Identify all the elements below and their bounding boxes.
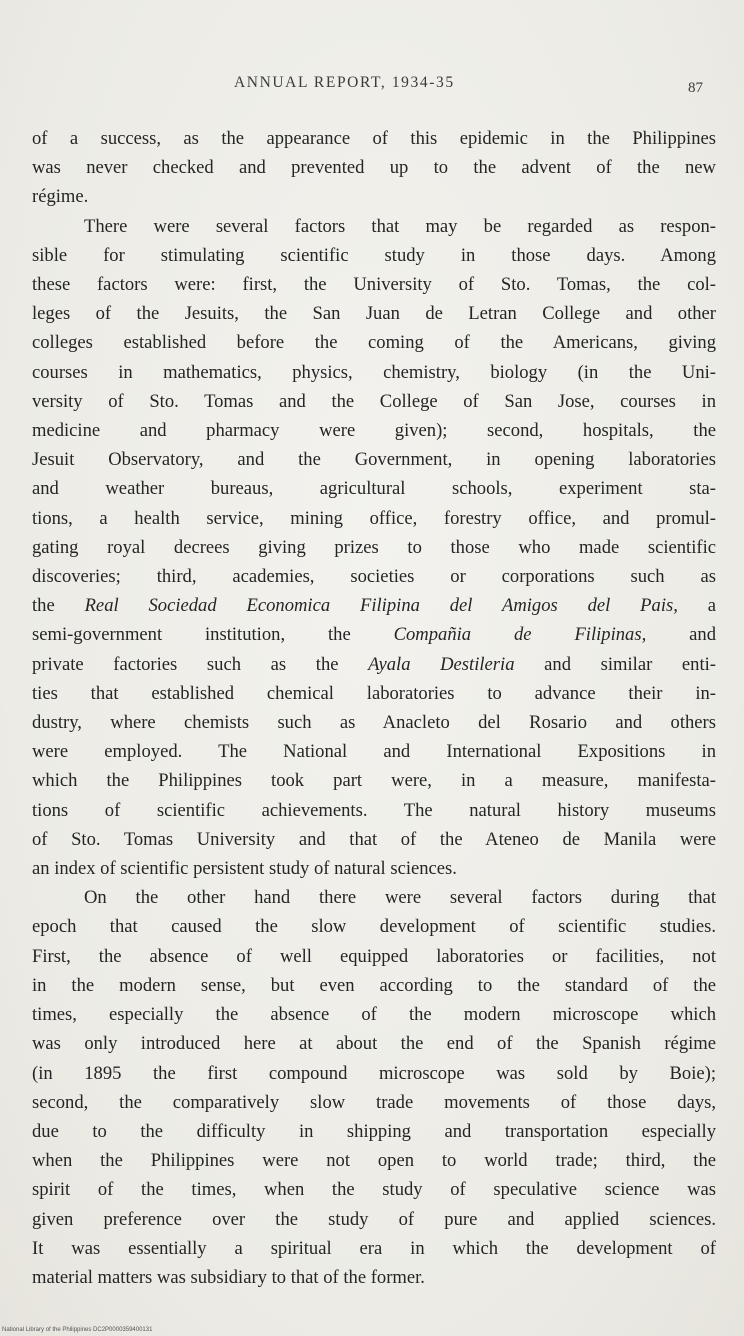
text-line: tions of scientific achievements. The natural history museums [32, 799, 716, 821]
text-line: Jesuit Observatory, and the Government, in opening laboratories [32, 449, 716, 471]
text-line: were employed. The National and International Expositions in [32, 741, 716, 763]
text-line: spirit of the times, when the study of speculative science was [32, 1179, 716, 1201]
text-line: in the modern sense, but even according to the standard of the [32, 974, 716, 996]
text-line: versity of Sto. Tomas and the College of San Jose, courses in [32, 390, 716, 412]
text-line-with-italic [32, 620, 716, 649]
text-line: was only introduced here at about the end of the Spanish régime [32, 1033, 716, 1055]
text-line: (in 1895 the first compound microscope was sold by Boie); [32, 1062, 716, 1084]
text-line: dustry, where chemists such as Anacleto del Rosario and others [32, 712, 716, 734]
text-line: discoveries; third, academies, societies or corporations such as [32, 566, 716, 588]
text-line: colleges established before the coming of the Americans, giving [32, 332, 716, 354]
text-line: second, the comparatively slow trade movements of those days, [32, 1091, 716, 1113]
text-line: medicine and pharmacy were given); second, hospitals, the [32, 420, 716, 442]
text-line: and weather bureaus, agricultural schools, experiment sta- [32, 478, 716, 500]
text-line-with-italic [32, 650, 716, 679]
text-line: of a success, as the appearance of this epidemic in the Philippines [32, 128, 716, 149]
text-line: when the Philippines were not open to world trade; third, the [32, 1150, 716, 1172]
text-line: It was essentially a spiritual era in which the development of [32, 1237, 716, 1259]
body-text [32, 124, 716, 1292]
text-line: was never checked and prevented up to the advent of the new [32, 157, 716, 179]
text-line: these factors were: first, the University of Sto. Tomas, the col- [32, 274, 716, 296]
text-line: First, the absence of well equipped laboratories or facilities, not [32, 945, 716, 967]
text-fragment: and [646, 624, 716, 646]
text-line-with-italic [32, 591, 716, 620]
text-fragment: the [32, 595, 85, 617]
text-line: ties that established chemical laboratories to advance their in- [32, 682, 716, 704]
text-line: On the other hand there were several factors during that [84, 887, 716, 909]
text-line: epoch that caused the slow development of scientific studies. [32, 916, 716, 938]
paragraph-3 [32, 883, 716, 1292]
text-line: of Sto. Tomas University and that of the Ateneo de Manila were [32, 828, 716, 850]
running-head: ANNUAL REPORT, 1934-35 [234, 74, 455, 91]
text-line: which the Philippines took part were, in a measure, manifesta- [32, 770, 716, 792]
italic-name: Ayala Destileria [368, 653, 515, 675]
text-line: leges of the Jesuits, the San Juan de Letran College and other [32, 303, 716, 325]
text-fragment: a [677, 595, 716, 617]
text-line: There were several factors that may be regarded as respon- [84, 215, 716, 237]
paragraph-2 [32, 212, 716, 884]
text-line: an index of scientific persistent study of natural sciences. [32, 858, 457, 880]
text-line: gating royal decrees giving prizes to those who made scientific [32, 536, 716, 558]
italic-name: Compañia de Filipinas, [393, 624, 647, 646]
text-fragment: semi-government institution, the [32, 624, 394, 646]
text-line: régime. [32, 186, 89, 208]
text-line: due to the difficulty in shipping and transportation especially [32, 1120, 716, 1142]
text-line: material matters was subsidiary to that of the former. [32, 1266, 425, 1288]
text-fragment: private factories such as the [32, 653, 369, 675]
text-fragment: and similar enti- [514, 653, 716, 675]
italic-name: Real Sociedad Economica Filipina del Amigos del Pais, [84, 595, 678, 617]
paragraph-1 [32, 124, 716, 212]
text-line: sible for stimulating scientific study in those days. Among [32, 244, 716, 266]
text-line: given preference over the study of pure and applied sciences. [32, 1208, 716, 1230]
library-footer: National Library of the Philippines DC2P0000359400131 [2, 1327, 153, 1333]
text-line: tions, a health service, mining office, forestry office, and promul- [32, 507, 716, 529]
text-line: courses in mathematics, physics, chemistry, biology (in the Uni- [32, 361, 716, 383]
text-line: times, especially the absence of the modern microscope which [32, 1004, 716, 1026]
page-number: 87 [688, 80, 703, 96]
page-header [0, 74, 744, 98]
